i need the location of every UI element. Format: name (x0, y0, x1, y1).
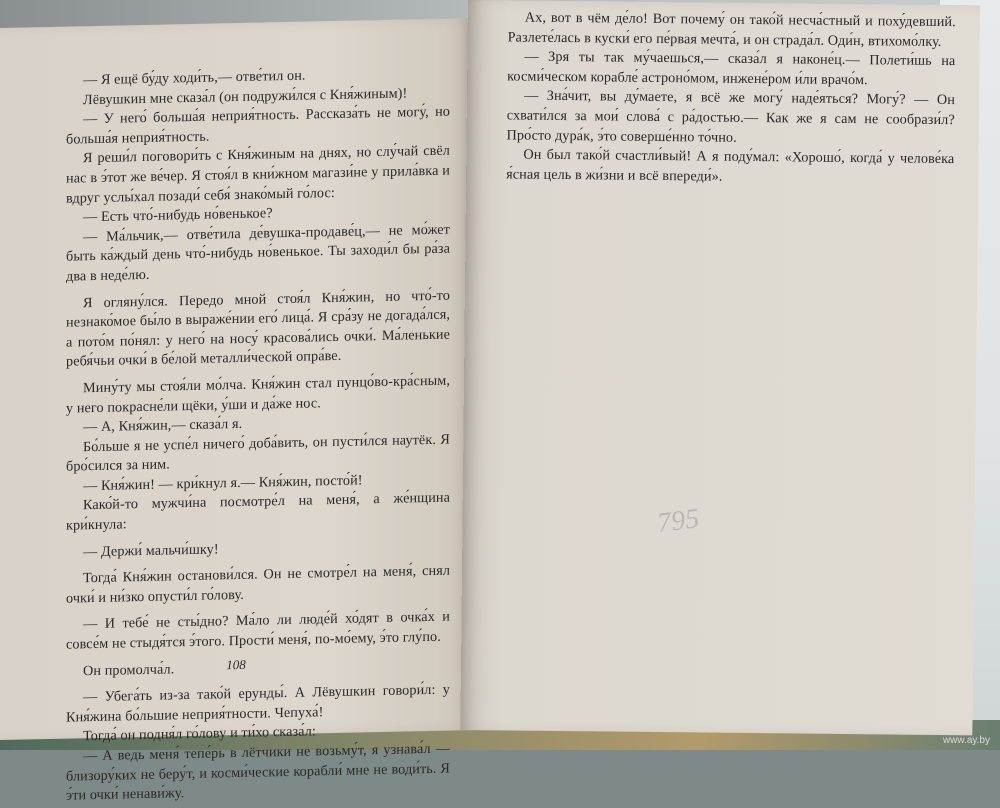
paragraph: — Зря ты так му́чаешься,— сказа́л я наконе́ц.— Полети́шь на косми́ческом корабле́ астроно́мом, инжене́ром и́ли врачо́м. (507, 48, 956, 88)
paragraph: — Я ещё бу́ду ходи́ть,— отве́тил он. (83, 67, 306, 89)
paragraph: — Кня́жин! — кри́кнул я.— Кня́жин, посто́й! (83, 472, 363, 495)
paragraph: — Зна́чит, вы ду́маете, я всё же могу́ наде́яться? Могу́? — Он схвати́лся за мои́ слова́ с ра́достью.— Как же я сам не сообрази́л? Про́сто дура́к, э́то соверше́нно то́чно. (506, 87, 956, 146)
paragraph: Тогда́ он подня́л го́лову и ти́хо сказа́л: (83, 723, 316, 745)
right-page (460, 0, 980, 735)
left-page (0, 18, 472, 804)
paragraph: — И тебе́ не сты́дно? Ма́ло ли люде́й хо́дят в очка́х и совсе́м не стыдя́тся э́того. Прости́ меня́, по-мо́ему, э́то глу́по. (66, 609, 450, 653)
paragraph: — Держи́ мальчи́шку! (83, 541, 219, 560)
paragraph: — А, Кня́жин,— сказа́л я. (83, 416, 243, 436)
paragraph: — У него́ больша́я неприя́тность. Рассказа́ть не могу́, но больша́я неприя́тность. (66, 103, 450, 148)
paragraph: Како́й-то мужчи́на посмотре́л на меня́, а же́нщина кри́кнула: (66, 490, 450, 534)
site-watermark: www.ay.by (942, 735, 990, 746)
paragraph: Я огляну́лся. Передо мной стоя́л Кня́жин, но что́-то незнако́мое бы́ло в выраже́нии его́ лица́. Я сра́зу не догада́лся, а пото́м по́нял: у него́ на носу́ красова́лись очки́. Ма́ленькие ребя́чьи очки́ в бе́лой металли́ческой опра́ве. (66, 287, 450, 370)
left-page-text (66, 64, 450, 807)
paragraph: Мину́ту мы стоя́ли мо́лча. Кня́жин стал пунцо́во-кра́сным, у него покрасне́ли щёки, у́ши и да́же нос. (66, 372, 450, 417)
pencil-mark: 795 (655, 503, 701, 540)
paragraph: Лёвушкин мне сказа́л (он подружи́лся с Кня́жиным)! (83, 85, 408, 108)
paragraph: Тогда́ Кня́жин останови́лся. Он не смотре́л на меня́, снял очки́ и ни́зко опусти́л го́лову. (66, 562, 450, 607)
paragraph: Он был тако́й счастли́вый! А я поду́мал: «Хорошо́, когда́ у челове́ка я́сная цель в жи́зни и всё впереди́». (506, 146, 955, 185)
paragraph: Он промолча́л. (83, 660, 175, 679)
paragraph: — Ма́льчик,— отве́тила де́вушка-продаве́ц,— не мо́жет быть ка́ждый день что́-нибудь но́венькое. Ты заходи́л бы ра́за два в неде́лю. (66, 221, 450, 285)
paragraph: Я реши́л поговори́ть с Кня́жиным на днях, но слу́чай свёл нас в э́тот же ве́чер. Я стоя́л в кни́жном магази́не у прила́вка и вдруг услы́хал позади́ себя́ знако́мый го́лос: (66, 142, 450, 207)
paragraph: — Убега́ть из-за тако́й ерунды́. А Лёвушкин говори́л: у Кня́жина бо́льшие неприя́тности. Чепуха́! (66, 681, 450, 726)
paragraph: Бо́льше я не успе́л ничего́ доба́вить, он пусти́лся наутёк. Я бро́сился за ним. (66, 431, 450, 475)
right-page-text (506, 8, 956, 189)
paragraph: Ах, вот в чём де́ло! Вот почему́ он тако́й несча́стный и поху́девший. Разлете́лась в куски́ его пе́рвая мечта́, и он страда́л. Оди́н, втихомо́лку. (507, 9, 956, 50)
paragraph: — А ведь меня́ тепе́рь в лётчики не возьму́т, я узнава́л — близору́ких не беру́т, и косми́ческие корабли́ мне не води́ть. Я э́ти очки́ ненави́жу. (66, 740, 450, 804)
paragraph: — Есть что́-нибудь но́венькое? (83, 205, 273, 226)
page-number: 108 (226, 656, 246, 673)
